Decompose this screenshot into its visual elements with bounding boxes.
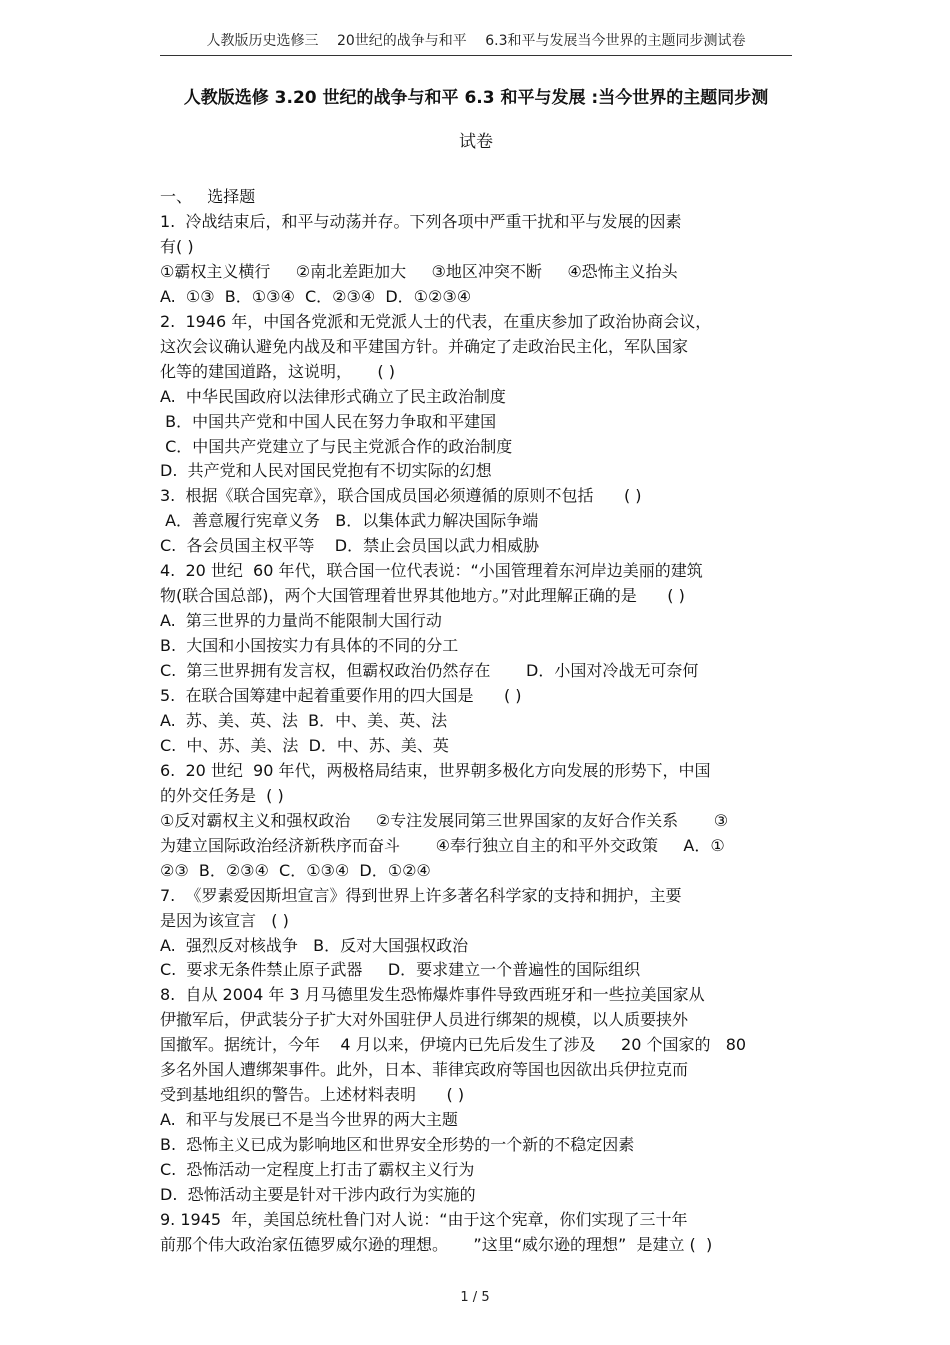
text-line: 伊撤军后，伊武装分子扩大对外国驻伊人员进行绑架的规模，以人质要挟外 — [160, 1010, 689, 1030]
text-line: D. 恐怖活动主要是针对干涉内政行为实施的 — [160, 1185, 476, 1204]
text-line: A. 中华民国政府以法律形式确立了民主政治制度 — [160, 386, 506, 406]
text-line: 有( ) — [160, 236, 194, 256]
text-line: C. 恐怖活动一定程度上打击了霸权主义行为 — [160, 1160, 475, 1179]
document-title-continued: 试卷 — [459, 132, 493, 152]
text-line: A. 第三世界的力量尚不能限制大国行动 — [160, 611, 442, 631]
text-line: 5. 在联合国筹建中起着重要作用的四大国是 ( ) — [160, 686, 522, 705]
text-line: A．善意履行宪章义务 B．以集体武力解决国际争端 — [160, 511, 539, 531]
text-line: 这次会议确认避免内战及和平建国方针。并确定了走政治民主化，军队国家 — [160, 336, 689, 356]
text-line: 3. 根据《联合国宪章》，联合国成员国必须遵循的原则不包括 ( ) — [160, 486, 642, 506]
text-line: D. 共产党和人民对国民党抱有不切实际的幻想 — [160, 461, 492, 481]
text-line: C．中国共产党建立了与民主党派合作的政治制度 — [160, 436, 513, 456]
text-line: C. 要求无条件禁止原子武器 D．要求建立一个普遍性的国际组织 — [160, 960, 641, 980]
text-line: 多名外国人遭绑架事件。此外，日本、菲律宾政府等国也因欲出兵伊拉克而 — [160, 1060, 689, 1080]
text-line: 国撤军。据统计，今年 4 月以来，伊境内已先后发生了涉及 20 个国家的 80 — [160, 1035, 747, 1055]
document-title: 人教版选修 3.20 世纪的战争与和平 6.3 和平与发展 :当今世界的主题同步测 — [183, 88, 769, 108]
text-line: B. 恐怖主义已成为影响地区和世界安全形势的一个新的不稳定因素 — [160, 1135, 635, 1155]
running-header: 人教版历史选修三 20世纪的战争与和平 6.3和平与发展当今世界的主题同步测试卷 — [206, 33, 746, 49]
text-line: B．中国共产党和中国人民在努力争取和平建国 — [160, 411, 497, 431]
text-line: 是因为该宣言 ( ) — [160, 910, 289, 930]
text-line: 前那个伟大政治家伍德罗威尔逊的理想。 ”这里“威尔逊的理想” 是建立 ( ) — [160, 1234, 713, 1254]
text-line: 一、 选择题 — [160, 187, 256, 206]
text-line: A. ①③ B．①③④ C．②③④ D．①②③④ — [160, 286, 472, 306]
text-line: A. 苏、美、英、法 B．中、美、英、法 — [160, 710, 448, 730]
text-line: 4. 20 世纪 60 年代，联合国一位代表说：“小国管理着东河岸边美丽的建筑 — [160, 561, 703, 581]
text-line: 8. 自从 2004 年 3 月马德里发生恐怖爆炸事件导致西班牙和一些拉美国家从 — [160, 985, 705, 1005]
page-number: 1 / 5 — [460, 1290, 490, 1305]
text-line: ①霸权主义横行 ②南北差距加大 ③地区冲突不断 ④恐怖主义抬头 — [160, 261, 678, 281]
text-line: 为建立国际政治经济新秩序而奋斗 ④奉行独立自主的和平外交政策 A．① — [160, 835, 725, 855]
text-line: 9. 1945 年，美国总统杜鲁门对人说：“由于这个宪章，你们实现了三十年 — [160, 1209, 688, 1229]
text-line: 化等的建国道路，这说明， ( ) — [160, 361, 396, 381]
text-line: C. 第三世界拥有发言权，但霸权政治仍然存在 D．小国对冷战无可奈何 — [160, 661, 699, 680]
text-line: 的外交任务是 ( ) — [160, 785, 284, 805]
text-line: 物(联合国总部)，两个大国管理着世界其他地方。”对此理解正确的是 ( ) — [160, 586, 685, 606]
text-line: A. 强烈反对核战争 B．反对大国强权政治 — [160, 935, 469, 955]
header-divider — [160, 55, 792, 56]
text-line: C. 中、苏、美、法 D．中、苏、美、英 — [160, 735, 449, 755]
text-line: 2. 1946 年，中国各党派和无党派人士的代表，在重庆参加了政治协商会议， — [160, 311, 712, 331]
text-line: 6. 20 世纪 90 年代，两极格局结束，世界朝多极化方向发展的形势下，中国 — [160, 760, 711, 780]
text-line: A. 和平与发展已不是当今世界的两大主题 — [160, 1110, 458, 1130]
text-line: 受到基地组织的警告。上述材料表明 ( ) — [160, 1085, 465, 1105]
text-line: ②③ B．②③④ C．①③④ D．①②④ — [160, 860, 431, 880]
text-line: 7. 《罗素爱因斯坦宣言》得到世界上许多著名科学家的支持和拥护，主要 — [160, 885, 682, 905]
text-line: B. 大国和小国按实力有具体的不同的分工 — [160, 636, 459, 656]
text-line: C. 各会员国主权平等 D．禁止会员国以武力相威胁 — [160, 536, 540, 556]
text-line: ①反对霸权主义和强权政治 ②专注发展同第三世界国家的友好合作关系 ③ — [160, 810, 729, 830]
text-line: 1. 冷战结束后，和平与动荡并存。下列各项中严重干扰和平与发展的因素 — [160, 211, 682, 231]
